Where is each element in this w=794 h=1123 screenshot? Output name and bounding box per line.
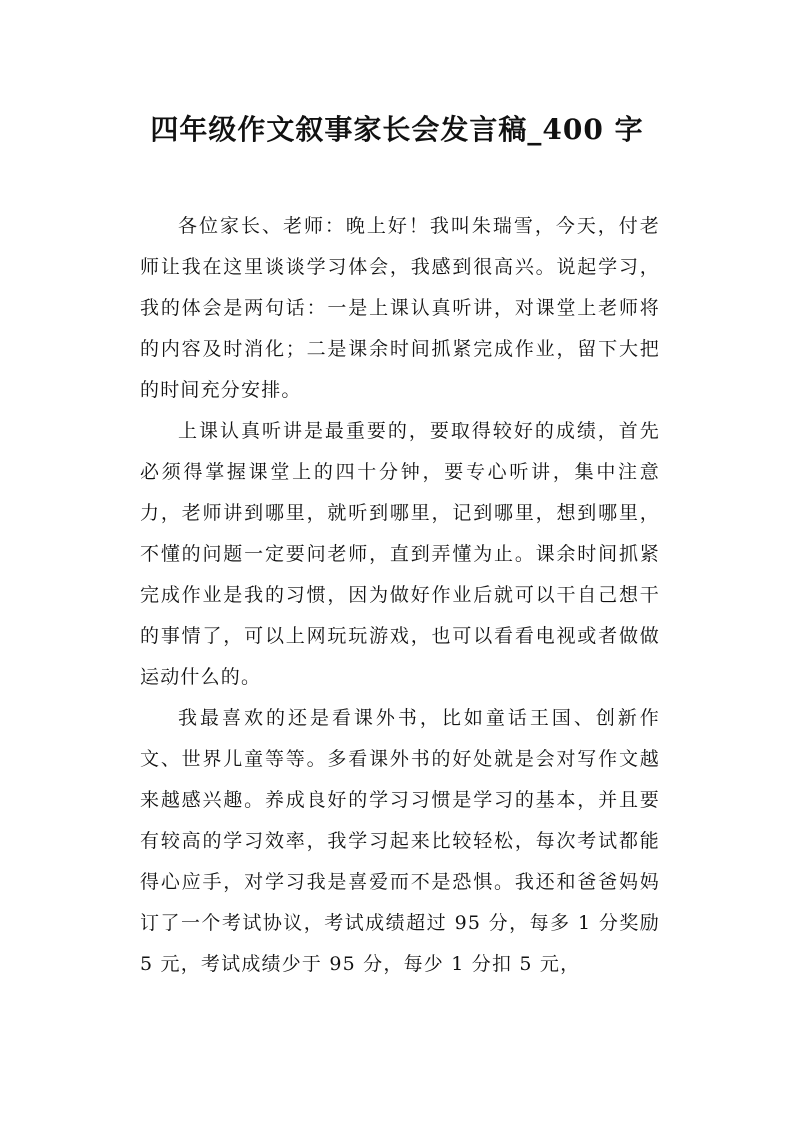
- document-title: 四年级作文叙事家长会发言稿_400 字: [150, 113, 644, 146]
- paragraph-2: 上课认真听讲是最重要的，要取得较好的成绩，首先必须得掌握课堂上的四十分钟，要专心听讲，集中注意力，老师讲到哪里，就听到哪里，记到哪里，想到哪里，不懂的问题一定要问老师，直到弄懂为止。课余时间抓紧完成作业是我的习惯，因为做好作业后就可以干自己想干的事情了，可以上网玩玩游戏，也可以看看电视或者做做运动什么的。: [140, 420, 660, 688]
- paragraph-1: 各位家长、老师：晚上好！我叫朱瑞雪，今天，付老师让我在这里谈谈学习体会，我感到很高兴。说起学习，我的体会是两句话：一是上课认真听讲，对课堂上老师将的内容及时消化；二是课余时间抓紧完成作业，留下大把的时间充分安排。: [140, 215, 660, 401]
- paragraph-3: 我最喜欢的还是看课外书，比如童话王国、创新作文、世界儿童等等。多看课外书的好处就是会对写作文越来越感兴趣。养成良好的学习习惯是学习的基本，并且要有较高的学习效率，我学习起来比较轻松，每次考试都能得心应手，对学习我是喜爱而不是恐惧。我还和爸爸妈妈订了一个考试协议，考试成绩超过 95 分，每多 1 分奖励 5 元，考试成绩少于 95 分，每少 1 分扣 5 元，: [140, 707, 660, 975]
- document-body: [140, 206, 660, 985]
